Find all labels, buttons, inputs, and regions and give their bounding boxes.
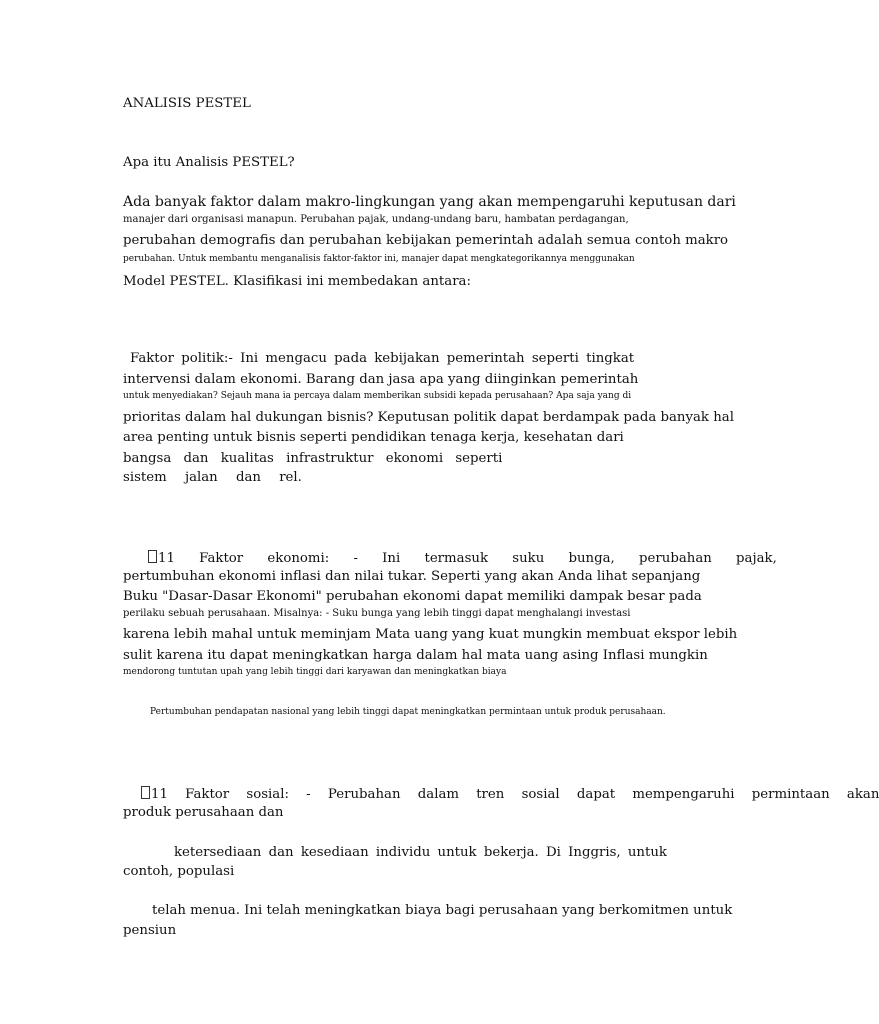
ekonomi-line-8: Pertumbuhan pendapatan nasional yang lebih tinggi dapat meningkatkan permintaan untuk produk perusahaan. xyxy=(150,707,666,717)
document-title: ANALISIS PESTEL xyxy=(123,96,251,111)
politik-line-4: prioritas dalam hal dukungan bisnis? Keputusan politik dapat berdampak pada banyak hal xyxy=(123,410,734,425)
ekonomi-line-1: 11 Faktor ekonomi: - Ini termasuk suku bunga, perubahan pajak, xyxy=(148,550,706,565)
section-question: Apa itu Analisis PESTEL? xyxy=(123,155,295,170)
intro-line-4: perubahan. Untuk membantu menganalisis faktor-faktor ini, manajer dapat mengkategorikannya menggunakan xyxy=(123,254,635,264)
politik-line-1: Faktor politik:- Ini mengacu pada kebijakan pemerintah seperti tingkat xyxy=(130,351,635,366)
ekonomi-line-7: mendorong tuntutan upah yang lebih tinggi dari karyawan dan meningkatkan biaya xyxy=(123,667,507,677)
sosial-line-3: ketersediaan dan kesediaan individu untuk bekerja. Di Inggris, untuk xyxy=(174,845,667,860)
sosial-line-5: telah menua. Ini telah meningkatkan biaya bagi perusahaan yang berkomitmen untuk xyxy=(152,903,733,918)
intro-line-1: Ada banyak faktor dalam makro-lingkungan yang akan mempengaruhi keputusan dari xyxy=(123,194,736,210)
sosial-line-2: produk perusahaan dan xyxy=(123,805,284,820)
ekonomi-line-4: perilaku sebuah perusahaan. Misalnya: - Suku bunga yang lebih tinggi dapat menghalangi investasi xyxy=(123,608,631,619)
politik-line-6: bangsa dan kualitas infrastruktur ekonomi seperti xyxy=(123,451,503,466)
sosial-line-1: 11 Faktor sosial: - Perubahan dalam tren sosial dapat mempengaruhi permintaan akan xyxy=(141,786,879,801)
politik-line-7: sistem jalan dan rel. xyxy=(123,470,302,485)
intro-line-5: Model PESTEL. Klasifikasi ini membedakan antara: xyxy=(123,274,471,289)
sosial-line-4: contoh, populasi xyxy=(123,864,235,879)
intro-line-3: perubahan demografis dan perubahan kebijakan pemerintah adalah semua contoh makro xyxy=(123,233,729,248)
politik-line-2: intervensi dalam ekonomi. Barang dan jasa apa yang diinginkan pemerintah xyxy=(123,372,639,387)
ekonomi-line-6: sulit karena itu dapat meningkatkan harga dalam hal mata uang asing Inflasi mungkin xyxy=(123,648,708,663)
politik-line-5: area penting untuk bisnis seperti pendidikan tenaga kerja, kesehatan dari xyxy=(123,430,624,445)
sosial-line-6: pensiun xyxy=(123,923,177,938)
intro-line-2: manajer dari organisasi manapun. Perubahan pajak, undang-undang baru, hambatan perdagangan, xyxy=(123,214,629,225)
ekonomi-line-2: pertumbuhan ekonomi inflasi dan nilai tukar. Seperti yang akan Anda lihat sepanjang xyxy=(123,569,701,584)
ekonomi-line-5: karena lebih mahal untuk meminjam Mata uang yang kuat mungkin membuat ekspor lebih xyxy=(123,627,738,642)
missing-glyph-icon xyxy=(148,550,157,563)
politik-line-3: untuk menyediakan? Sejauh mana ia percaya dalam memberikan subsidi kepada perusahaan? Apa saja yang di xyxy=(123,391,632,401)
ekonomi-line-3: Buku "Dasar-Dasar Ekonomi" perubahan ekonomi dapat memiliki dampak besar pada xyxy=(123,589,702,604)
missing-glyph-icon xyxy=(141,786,150,799)
